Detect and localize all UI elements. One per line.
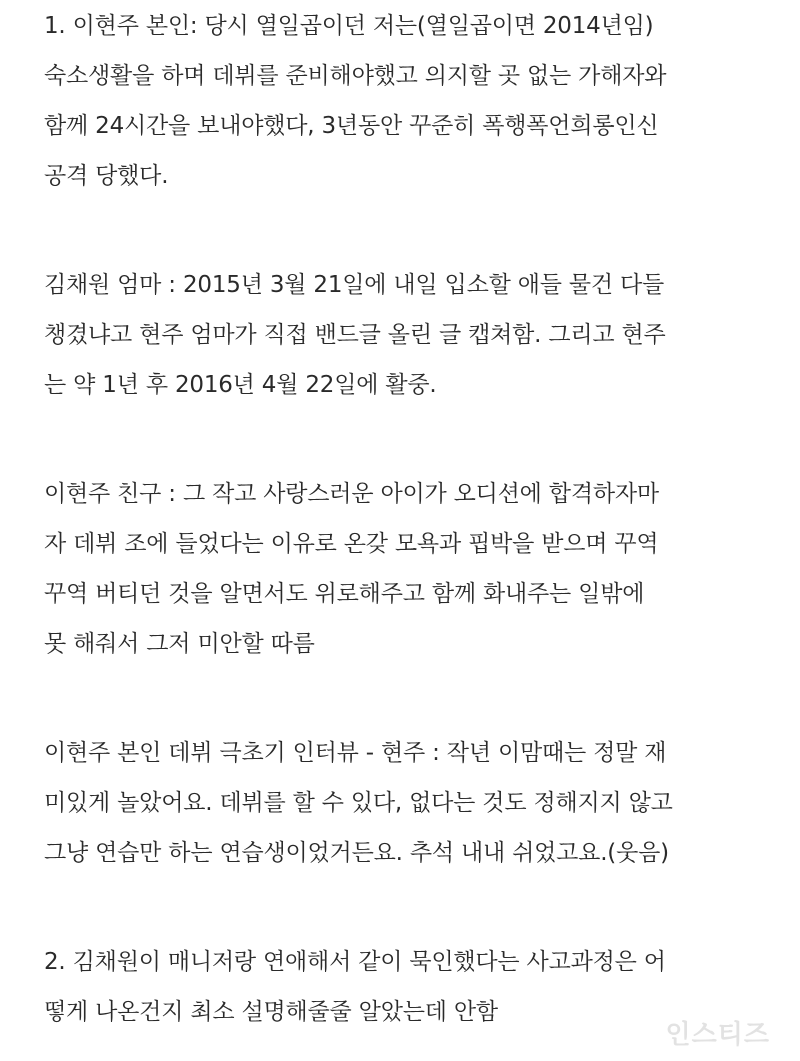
text-line: 이현주 본인 데뷔 극초기 인터뷰 - 현주 : 작년 이맘때는 정말 재 [44,740,667,766]
text-line: 못 해줘서 그저 미안할 따름 [44,631,315,657]
text-line: 자 데뷔 조에 들었다는 이유로 온갖 모욕과 핍박을 받으며 꾸역 [44,531,659,557]
text-line: 미있게 놀았어요. 데뷔를 할 수 있다, 없다는 것도 정해지지 않고 [44,790,673,816]
text-line: 2. 김채원이 매니저랑 연애해서 같이 묵인했다는 사고과정은 어 [44,949,666,975]
text-line: 떻게 나온건지 최소 설명해줄줄 알았는데 안함 [44,999,498,1025]
text-line: 이현주 친구 : 그 작고 사랑스러운 아이가 오디션에 합격하자마 [44,481,659,507]
site-watermark: 인스티즈 [665,1020,770,1050]
text-line: 공격 당했다. [44,163,169,189]
text-line: 챙겼냐고 현주 엄마가 직접 밴드글 올린 글 캡쳐함. 그리고 현주 [44,322,666,348]
text-line: 함께 24시간을 보내야했다, 3년동안 꾸준히 폭행폭언희롱인신 [44,113,659,139]
text-line: 1. 이현주 본인: 당시 열일곱이던 저는(열일곱이면 2014년임) [44,13,654,39]
text-line: 는 약 1년 후 2016년 4월 22일에 활중. [44,372,437,398]
text-line: 그냥 연습만 하는 연습생이었거든요. 추석 내내 쉬었고요.(웃음) [44,840,669,866]
text-line: 꾸역 버티던 것을 알면서도 위로해주고 함께 화내주는 일밖에 [44,581,645,607]
text-line: 숙소생활을 하며 데뷔를 준비해야했고 의지할 곳 없는 가해자와 [44,63,667,89]
text-line: 김채원 엄마 : 2015년 3월 21일에 내일 입소할 애들 물건 다들 [44,272,665,298]
